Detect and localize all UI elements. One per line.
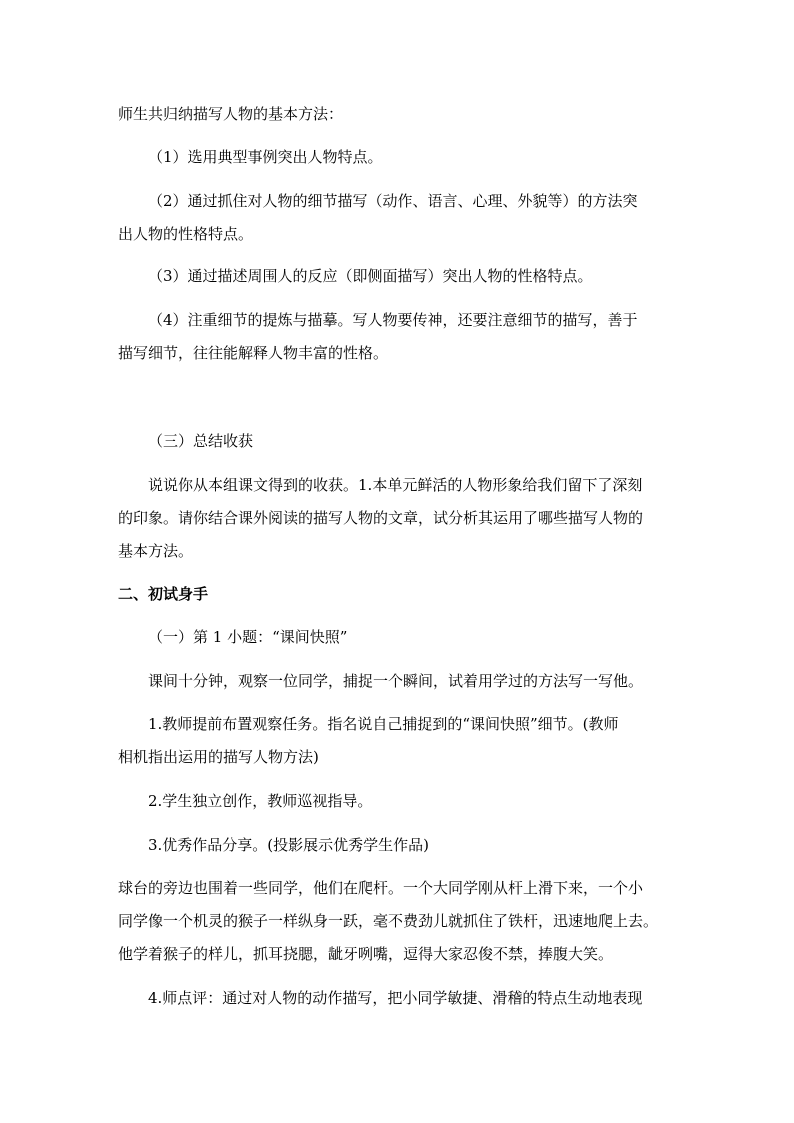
step-4: 4.师点评：通过对人物的动作描写，把小同学敏捷、滑稽的特点生动地表现 xyxy=(148,989,643,1007)
method-2-line-2: 出人物的性格特点。 xyxy=(118,225,254,243)
summary-paragraph xyxy=(118,469,678,568)
sample-line-2: 同学像一个机灵的猴子一样纵身一跃，毫不费劲儿就抓住了铁杆，迅速地爬上去。 xyxy=(118,912,659,930)
method-4-line-1: （4）注重细节的提炼与描摹。写人物要传神，还要注意细节的描写，善于 xyxy=(148,311,638,329)
method-4 xyxy=(118,304,678,370)
step-1-line-1: 1.教师提前布置观察任务。指名说自己捕捉到的“课间快照”细节。(教师 xyxy=(148,715,619,733)
step-1 xyxy=(118,708,678,774)
method-3: （3）通过描述周围人的反应（即侧面描写）突出人物的性格特点。 xyxy=(148,267,593,285)
intro-paragraph: 师生共归纳描写人物的基本方法： xyxy=(118,105,344,123)
method-2-line-1: （2）通过抓住对人物的细节描写（动作、语言、心理、外貌等）的方法突 xyxy=(148,192,638,210)
sample-work xyxy=(118,872,678,971)
method-2 xyxy=(118,185,678,251)
step-1-line-2: 相机指出运用的描写人物方法) xyxy=(118,748,319,766)
summary-line-2: 的印象。请你结合课外阅读的描写人物的文章，试分析其运用了哪些描写人物的 xyxy=(118,509,644,527)
summary-line-3: 基本方法。 xyxy=(118,542,194,560)
question-1-task: 课间十分钟，观察一位同学，捕捉一个瞬间，试着用学过的方法写一写他。 xyxy=(148,672,644,690)
method-4-line-2: 描写细节，往往能解释人物丰富的性格。 xyxy=(118,344,389,362)
sample-line-1: 球台的旁边也围着一些同学，他们在爬杆。一个大同学刚从杆上滑下来，一个小 xyxy=(118,879,644,897)
question-1-heading: （一）第 1 小题：“课间快照” xyxy=(148,628,348,646)
method-1: （1）选用典型事例突出人物特点。 xyxy=(148,148,383,166)
part-2-heading: 二、初试身手 xyxy=(118,585,209,603)
step-3: 3.优秀作品分享。(投影展示优秀学生作品) xyxy=(148,836,430,854)
sample-line-3: 他学着猴子的样儿，抓耳挠腮，龇牙咧嘴，逗得大家忍俊不禁，捧腹大笑。 xyxy=(118,945,614,963)
section-3-heading: （三）总结收获 xyxy=(148,432,254,450)
step-2: 2.学生独立创作，教师巡视指导。 xyxy=(148,792,373,810)
summary-line-1: 说说你从本组课文得到的收获。1.本单元鲜活的人物形象给我们留下了深刻 xyxy=(148,476,643,494)
